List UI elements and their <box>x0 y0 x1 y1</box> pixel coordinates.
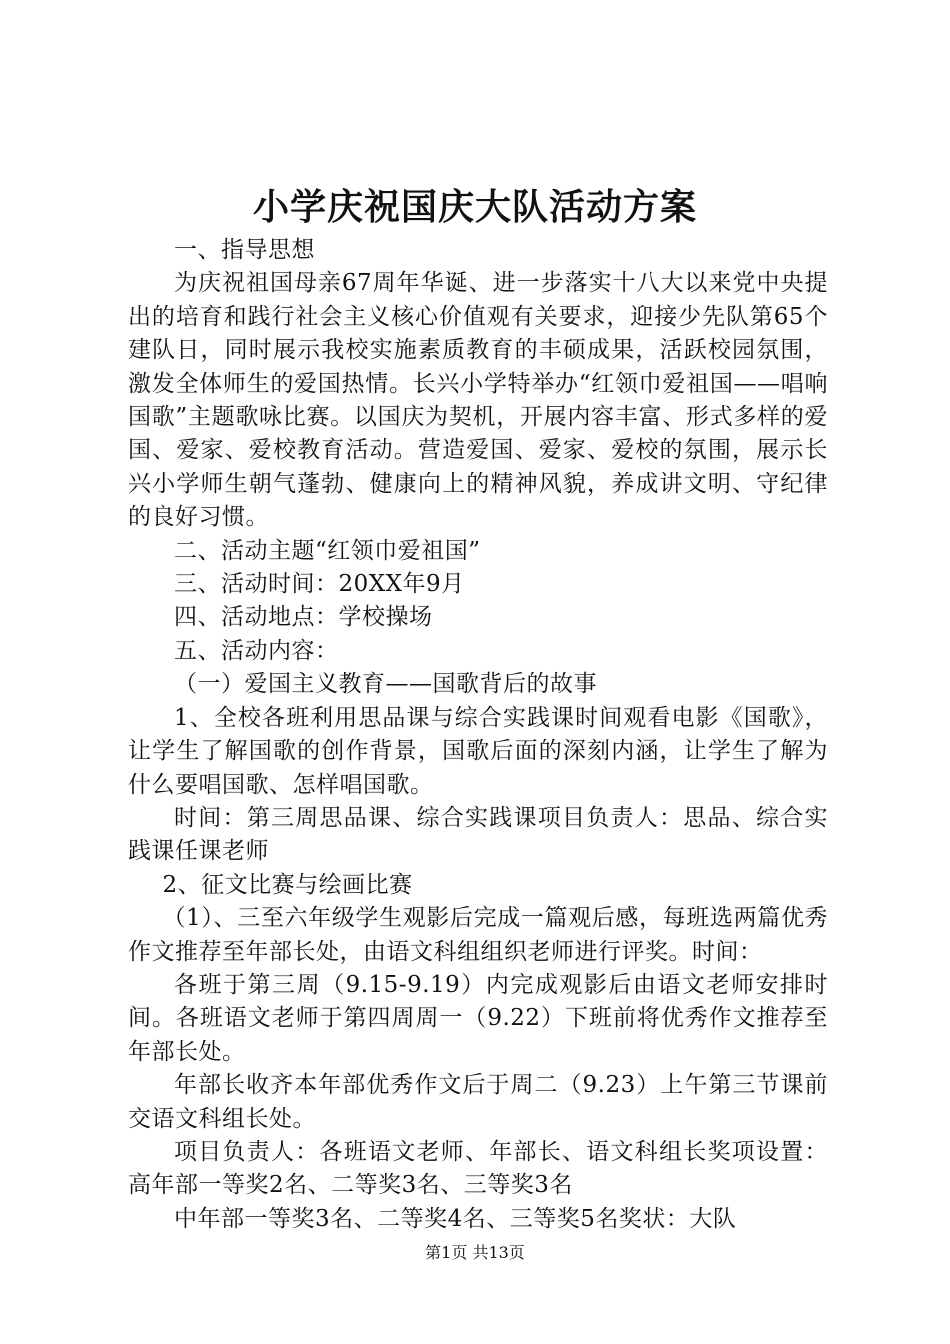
section-heading-location: 四、活动地点：学校操场 <box>174 604 433 631</box>
page-footer: 第1页 共13页 <box>425 1243 525 1262</box>
subsection-heading-patriotic-education: （一）爱国主义教育——国歌背后的故事 <box>174 671 597 698</box>
paragraph-awards-senior: 项目负责人：各班语文老师、年部长、语文科组长奖项设置：高年部一等奖2名、二等奖3名、三等奖3名 <box>128 1138 828 1199</box>
document-title: 小学庆祝国庆大队活动方案 <box>252 186 697 228</box>
section-heading-content: 五、活动内容： <box>174 637 339 664</box>
paragraph-time-responsible: 时间：第三周思品课、综合实践课项目负责人：思品、综合实践课任课老师 <box>128 804 828 865</box>
paragraph-guiding-idea: 为庆祝祖国母亲67周年华诞、进一步落实十八大以来党中央提出的培育和践行社会主义核心价值观有关要求，迎接少先队第65个建队日，同时展示我校实施素质教育的丰硕成果，活跃校园氛围，激发全体师生的爱国热情。长兴小学特举办“红领巾爱祖国——唱响国歌”主题歌咏比赛。以国庆为契机，开展内容丰富、形式多样的爱国、爱家、爱校教育活动。营造爱国、爱家、爱校的氛围，展示长兴小学师生朝气蓬勃、健康向上的精神风貌，养成讲文明、守纪律的良好习惯。 <box>128 270 828 531</box>
document-body <box>128 234 828 1236</box>
paragraph-submission: 年部长收齐本年部优秀作文后于周二（9.23）上午第三节课前交语文科组长处。 <box>128 1072 828 1132</box>
paragraph-class-schedule: 各班于第三周（9.15-9.19）内完成观影后由语文老师安排时间。各班语文老师于第四周周一（9.22）下班前将优秀作文推荐至年部长处。 <box>128 971 828 1065</box>
paragraph-essay-review: （1）、三至六年级学生观影后完成一篇观后感，每班选两篇优秀作文推荐至年部长处，由语文科组组织老师进行评奖。时间： <box>128 905 828 965</box>
section-heading-time: 三、活动时间：20XX年9月 <box>174 571 465 598</box>
paragraph-watch-movie: 1、全校各班利用思品课与综合实践课时间观看电影《国歌》，让学生了解国歌的创作背景，国歌后面的深刻内涵，让学生了解为什么要唱国歌、怎样唱国歌。 <box>128 704 828 798</box>
paragraph-awards-middle: 中年部一等奖3名、二等奖4名、三等奖5名奖状：大队 <box>174 1205 737 1232</box>
section-heading-theme: 二、活动主题“红领巾爱祖国” <box>174 537 481 564</box>
subsection-heading-essay-drawing: 2、征文比赛与绘画比赛 <box>162 871 413 898</box>
section-heading-guiding-idea: 一、指导思想 <box>174 237 315 263</box>
